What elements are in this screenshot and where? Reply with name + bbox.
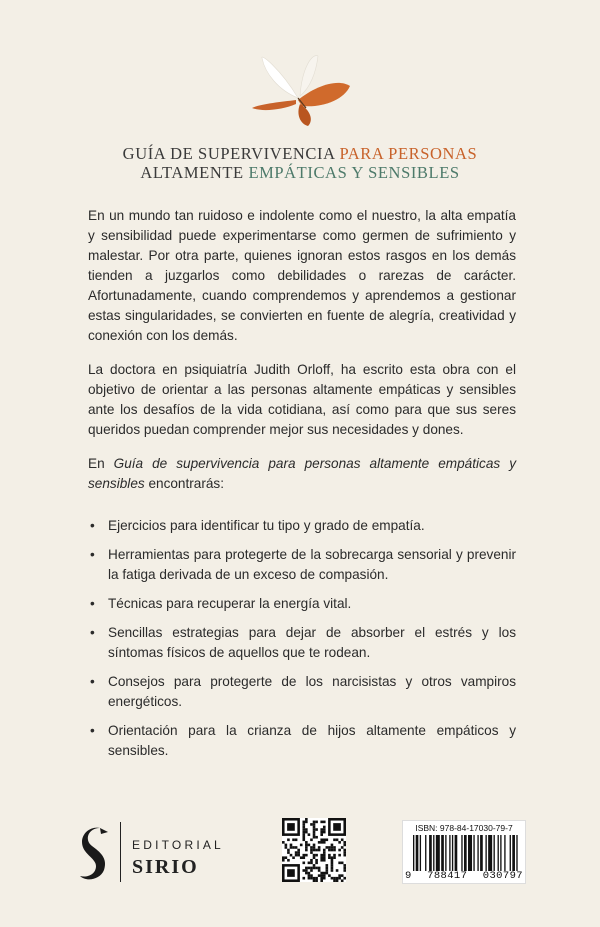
- logo-divider: [120, 822, 121, 882]
- title-part: ALTAMENTE: [140, 163, 244, 182]
- list-item: [88, 516, 516, 536]
- paragraph: La doctora en psiquiatría Judith Orloff, ha escrito esta obra con el objetivo de orientar a las personas altamente empáticas y sensibles ante los desafíos de la vida cotidiana, así como para que sus seres queridos puedan comprender mejor sus necesidades y dones.: [88, 362, 516, 437]
- intro-prefix: En: [88, 456, 114, 471]
- barcode-icon: [413, 835, 519, 871]
- qr-code-icon: [282, 818, 346, 882]
- bullet-icon: •: [90, 596, 95, 611]
- list-item-text: Orientación para la crianza de hijos altamente empáticos y sensibles.: [108, 723, 516, 758]
- isbn-barcode: [402, 820, 526, 884]
- barcode-digit-group: 788417: [427, 870, 468, 882]
- list-item: [88, 672, 516, 712]
- bullet-icon: •: [90, 547, 95, 562]
- intro-suffix: encontrarás:: [144, 476, 225, 491]
- bullet-icon: •: [90, 723, 95, 738]
- title-part: GUÍA DE SUPERVIVENCIA: [122, 144, 335, 163]
- intro-paragraph: [88, 454, 516, 494]
- list-item-text: Consejos para protegerte de los narcisistas y otros vampiros energéticos.: [108, 674, 516, 709]
- bullet-icon: •: [90, 625, 95, 640]
- feature-list: [88, 516, 516, 761]
- list-item: [88, 721, 516, 761]
- title-part: PARA PERSONAS: [339, 144, 478, 163]
- bullet-icon: •: [90, 518, 95, 533]
- cover-title-line-1: [0, 144, 600, 164]
- isbn-label: ISBN: 978-84-17030-79-7: [415, 823, 513, 833]
- list-item: [88, 545, 516, 585]
- title-part: EMPÁTICAS Y SENSIBLES: [248, 163, 460, 182]
- bullet-icon: •: [90, 674, 95, 689]
- swan-logo-icon: [78, 826, 112, 882]
- publisher-logo: [78, 822, 228, 882]
- list-item-text: Sencillas estrategias para dejar de absorber el estrés y los síntomas físicos de aquellos que te rodean.: [108, 625, 516, 660]
- barcode-digit-group: 030797: [482, 870, 523, 882]
- publisher-line-1: EDITORIAL: [132, 838, 224, 852]
- paragraph: En un mundo tan ruidoso e indolente como el nuestro, la alta empatía y sensibilidad puede experimentarse como germen de sufrimiento y malestar. Por otra parte, quienes ignoran estos rasgos en los demás tienden a juzgarlos como debilidades o rarezas de carácter. Afortunadamente, cuando comprendemos y aprendemos a gestionar estas singularidades, se convierten en fuente de alegría, creatividad y conexión con los demás.: [88, 208, 516, 343]
- list-item-text: Técnicas para recuperar la energía vital.: [108, 596, 352, 611]
- list-item-text: Herramientas para protegerte de la sobrecarga sensorial y prevenir la fatiga derivada de un exceso de compasión.: [108, 547, 516, 582]
- barcode-digits: [405, 870, 523, 882]
- barcode-digit-group: 9: [405, 870, 412, 882]
- cover-title-line-2: [0, 163, 600, 183]
- publisher-line-2: SIRIO: [132, 856, 199, 878]
- list-item-text: Ejercicios para identificar tu tipo y grado de empatía.: [108, 518, 425, 533]
- butterfly-icon: [240, 48, 358, 130]
- list-item: [88, 594, 516, 614]
- list-item: [88, 623, 516, 663]
- book-title: Guía de supervivencia para personas altamente empáticas y sensibles: [88, 456, 516, 491]
- blurb: [88, 206, 516, 770]
